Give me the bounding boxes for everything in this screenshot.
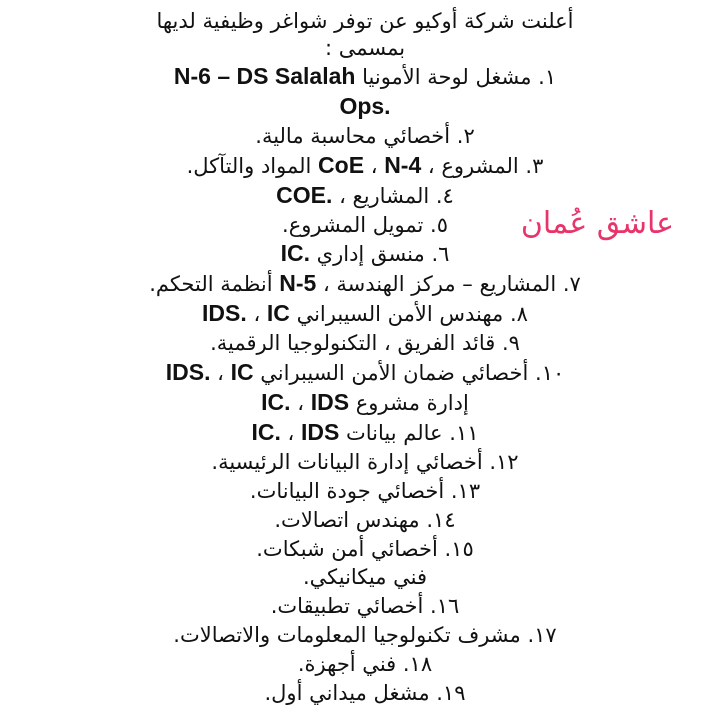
job-code: N-5: [279, 270, 317, 297]
job-item: [95, 151, 635, 181]
job-code: IC.: [251, 418, 281, 445]
job-title-text: إدارة مشروع: [349, 390, 469, 415]
job-code: N-6 – DS Salalah: [173, 63, 356, 89]
job-title-text: ١. مشغل لوحة الأمونيا: [355, 65, 557, 89]
job-item: [95, 448, 635, 477]
job-item: [95, 563, 635, 592]
job-title-text: ١٧. مشرف تكنولوجيا المعلومات والاتصالات.: [173, 623, 557, 648]
job-item: [95, 239, 635, 269]
job-code: IDS.: [165, 359, 211, 386]
job-item: [95, 418, 635, 448]
job-title-text: المواد والتآكل.: [186, 153, 319, 178]
job-code: IC: [230, 359, 254, 386]
job-title-text: ،: [210, 361, 231, 386]
job-title-text: ١٩. مشغل ميداني أول.: [264, 681, 466, 706]
job-title-text: ١٣. أخصائي جودة البيانات.: [249, 478, 481, 503]
job-code: IC.: [280, 240, 310, 267]
job-title-text: ٤. المشاريع ،: [332, 183, 454, 208]
job-code: IC: [266, 300, 290, 327]
job-list: [95, 62, 635, 708]
job-announcement: [95, 8, 635, 708]
job-title-text: ٩. قائد الفريق ، التكنولوجيا الرقمية.: [210, 331, 520, 356]
job-item: [95, 299, 635, 329]
job-item: [95, 388, 635, 418]
job-item: [95, 621, 635, 650]
job-title-text: ١٦. أخصائي تطبيقات.: [270, 594, 460, 619]
job-title-text: ١١. عالم بيانات: [339, 420, 479, 445]
job-title-text: ،: [280, 420, 301, 445]
job-title-text: ٧. المشاريع – مركز الهندسة ،: [316, 272, 581, 297]
job-title-text: ١٨. فني أجهزة.: [297, 652, 433, 677]
job-title-text: ،: [246, 302, 267, 327]
job-code: Ops.: [339, 92, 391, 119]
job-title-text: ٦. منسق إداري: [309, 242, 450, 267]
job-item: [95, 62, 635, 92]
job-code: IC.: [261, 388, 291, 415]
intro-line-1: أعلنت شركة أوكيو عن توفر شواغر وظيفية لديها: [156, 9, 574, 33]
job-item: [95, 535, 635, 564]
job-title-text: أنظمة التحكم.: [149, 272, 280, 297]
job-code: CoE: [318, 151, 365, 178]
job-title-text: ١٤. مهندس اتصالات.: [274, 507, 456, 532]
job-code: IDS: [310, 388, 350, 415]
job-item: [95, 506, 635, 535]
job-code: N-4: [384, 151, 422, 178]
job-item: [95, 358, 635, 388]
job-item: [95, 650, 635, 679]
job-title-text: ١٠. أخصائي ضمان الأمن السيبراني: [253, 361, 565, 386]
job-item: [95, 329, 635, 358]
job-code: COE.: [276, 181, 333, 208]
job-code: IDS: [301, 418, 340, 445]
job-item: [95, 679, 635, 708]
job-item: [95, 477, 635, 506]
job-title-text: ١٢. أخصائي إدارة البيانات الرئيسية.: [211, 449, 519, 474]
job-title-text: ٣. المشروع ،: [421, 153, 544, 178]
job-title-text: ٥. تمويل المشروع.: [282, 212, 448, 237]
job-item: [95, 269, 635, 299]
job-item: [95, 92, 635, 122]
watermark: عاشق عُمان: [520, 206, 674, 241]
job-title-text: ،: [290, 390, 311, 415]
job-title-text: فني ميكانيكي.: [302, 565, 428, 590]
job-code: IDS.: [202, 300, 247, 327]
intro-line-2: بمسمى :: [324, 36, 406, 60]
job-item: [95, 122, 635, 151]
job-title-text: ١٥. أخصائي أمن شبكات.: [256, 536, 474, 561]
job-item: [95, 592, 635, 621]
job-title-text: ٢. أخصائي محاسبة مالية.: [255, 123, 475, 148]
job-title-text: ٨. مهندس الأمن السيبراني: [289, 302, 528, 327]
job-title-text: ،: [364, 153, 385, 178]
